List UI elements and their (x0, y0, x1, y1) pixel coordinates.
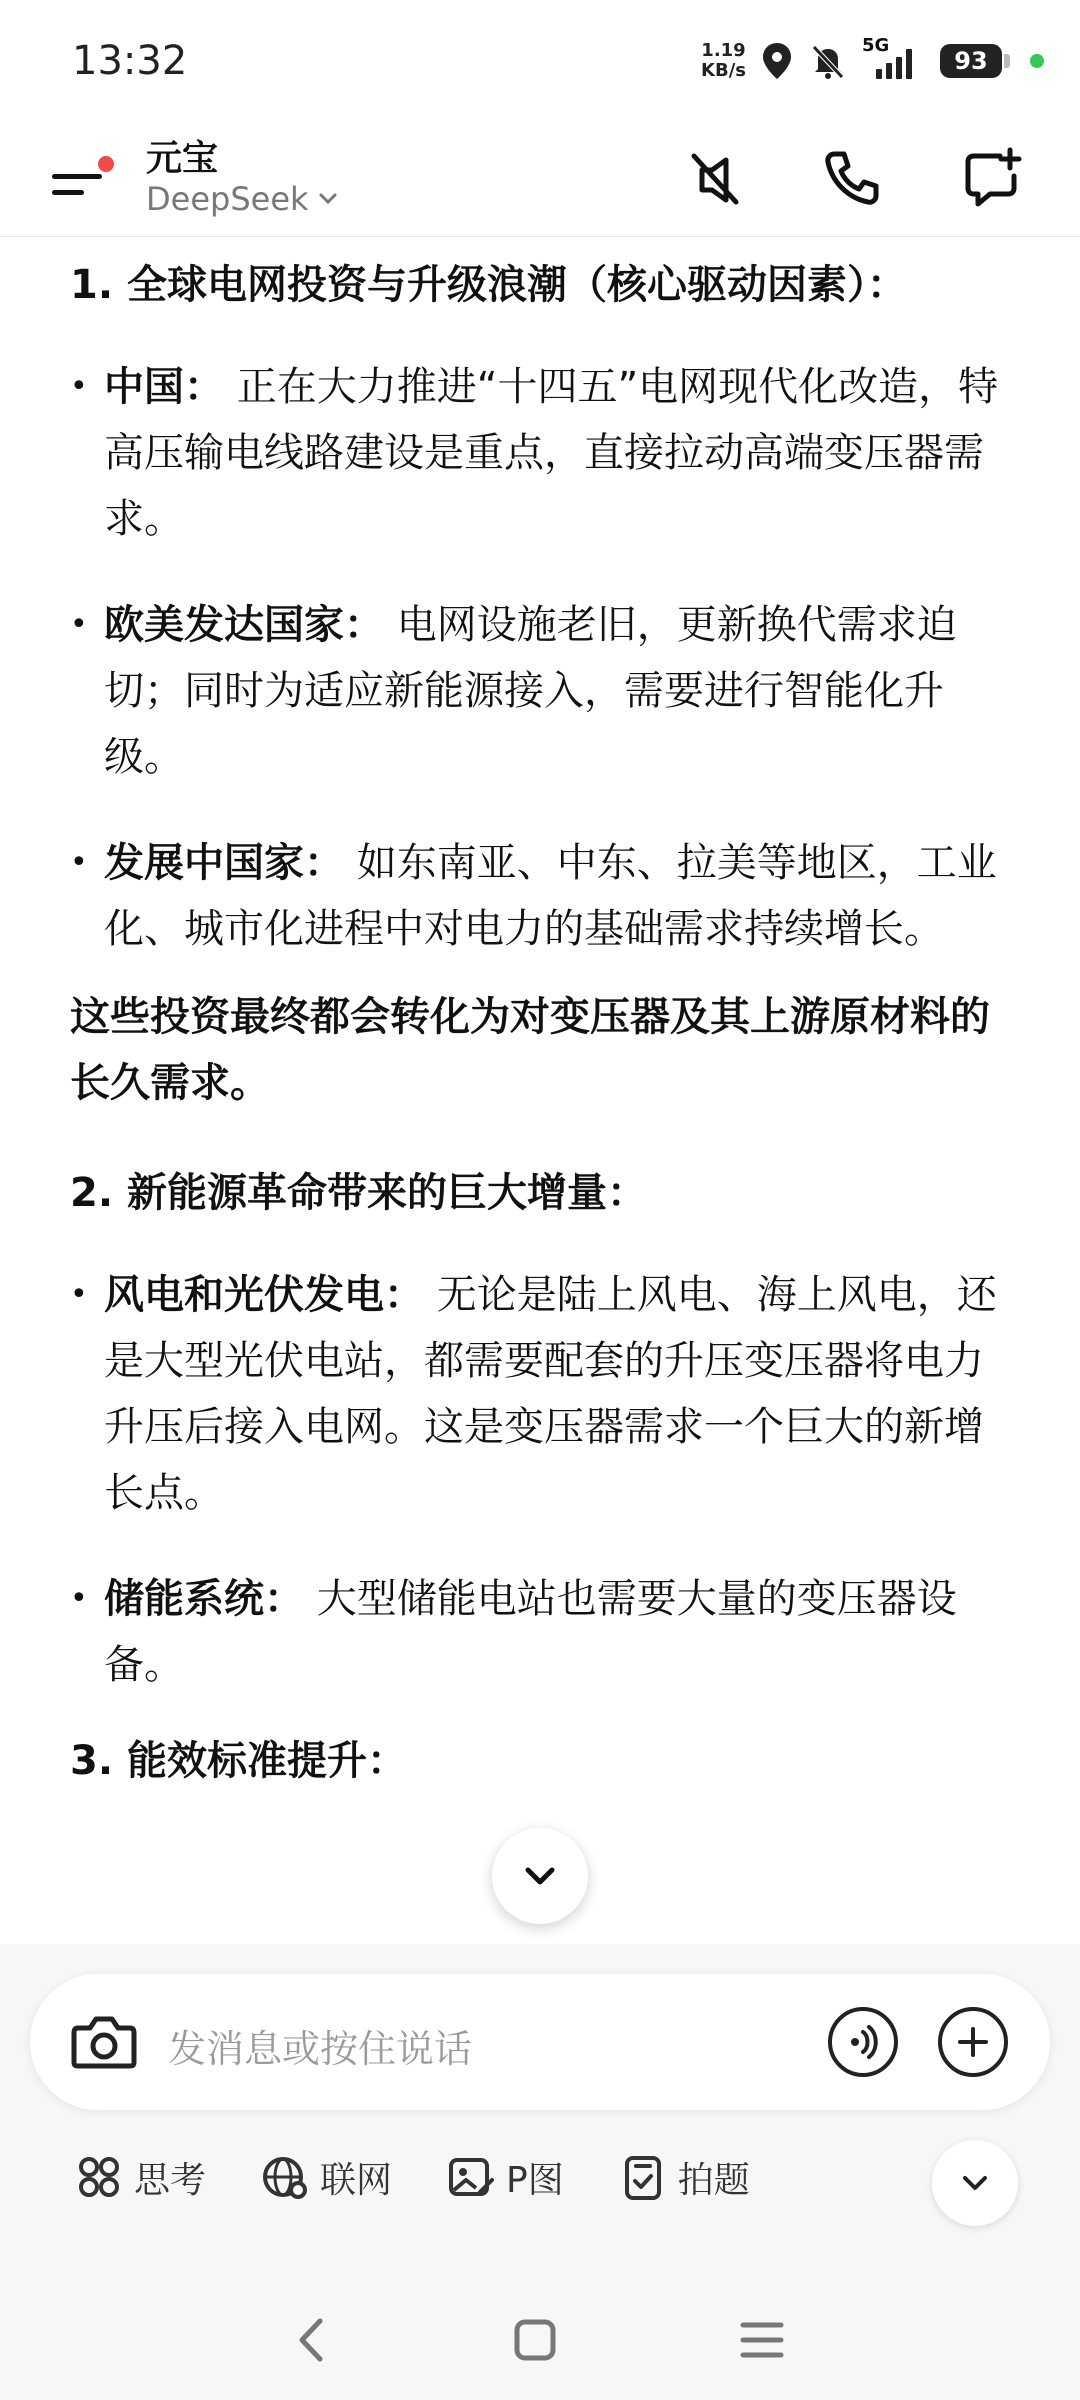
message-input[interactable]: 发消息或按住说话 (168, 2027, 473, 2071)
system-nav-bar (0, 2270, 1080, 2400)
bullet-term: 欧美发达国家： (104, 602, 384, 648)
status-icons (701, 34, 1044, 88)
location-icon (760, 41, 794, 81)
network-speed-value: 1.19 (701, 40, 746, 61)
image-edit-button[interactable] (446, 2152, 564, 2203)
network-speed (701, 41, 746, 81)
chevron-down-icon (520, 1856, 560, 1896)
summary-text: 这些投资最终都会转化为对变压器及其上游原材料的长久需求。 (70, 994, 990, 1106)
bell-off-icon (808, 41, 848, 81)
message-input-bar[interactable] (30, 1974, 1050, 2110)
list-item (70, 830, 1020, 962)
section-heading: 2. 新能源革命带来的巨大增量： (70, 1170, 647, 1216)
battery-level: 93 (954, 47, 988, 75)
plus-icon (955, 2024, 991, 2060)
add-button[interactable] (938, 2007, 1008, 2077)
think-label: 思考 (134, 2159, 207, 2201)
status-time: 13:32 (72, 38, 188, 84)
model-selector[interactable] (146, 180, 339, 218)
photo-question-button[interactable] (618, 2152, 750, 2203)
mute-button[interactable] (676, 140, 752, 216)
network-type: 5G (862, 35, 890, 56)
model-name: DeepSeek (146, 180, 309, 218)
bullet-term: 中国： (104, 364, 224, 410)
tool-bar (74, 2142, 750, 2212)
menu-icon-line (52, 190, 84, 195)
bullet-text: 正在大力推进“十四五”电网现代化改造，特高压输电线路建设是重点，直接拉动高端变压器需求。 (104, 364, 999, 542)
image-label: P图 (506, 2159, 564, 2201)
battery-icon (940, 44, 1002, 78)
new-chat-button[interactable] (954, 140, 1030, 216)
expand-tools-button[interactable] (932, 2140, 1018, 2226)
section-heading: 1. 全球电网投资与升级浪潮（核心驱动因素）： (70, 262, 907, 308)
bullet-text: 电网设施老旧，更新换代需求迫切；同时为适应新能源接入，需要进行智能化升级。 (104, 602, 957, 780)
scroll-to-bottom-button[interactable] (492, 1828, 588, 1924)
mute-icon (682, 146, 746, 210)
menu-icon (52, 174, 102, 179)
network-speed-unit: KB/s (701, 60, 746, 81)
image-icon (446, 2152, 496, 2202)
chevron-down-icon (317, 188, 339, 210)
web-label: 联网 (320, 2159, 393, 2201)
home-button[interactable] (505, 2310, 565, 2370)
globe-icon (260, 2152, 310, 2202)
section-heading: 3. 能效标准提升： (70, 1738, 407, 1784)
voice-button[interactable] (828, 2007, 898, 2077)
think-icon (74, 2152, 124, 2202)
battery-tip (1004, 54, 1010, 68)
web-search-button[interactable] (260, 2152, 392, 2203)
notification-dot (98, 156, 114, 172)
privacy-indicator (1030, 54, 1044, 68)
back-button[interactable] (282, 2310, 342, 2370)
phone-icon (820, 146, 884, 210)
list-item (70, 1566, 1020, 1698)
list-item (70, 592, 1020, 790)
app-header (0, 120, 1080, 237)
photo-question-label: 拍题 (677, 2159, 750, 2201)
assistant-message (70, 240, 1020, 1794)
chevron-down-icon (957, 2165, 993, 2201)
bullet-text: 如东南亚、中东、拉美等地区，工业化、城市化进程中对电力的基础需求持续增长。 (104, 840, 997, 952)
voice-wave-icon (843, 2022, 883, 2062)
list-item (70, 354, 1020, 552)
menu-lines-icon (739, 2317, 785, 2363)
menu-button[interactable] (46, 146, 116, 210)
home-icon (512, 2317, 558, 2363)
checklist-icon (618, 2152, 668, 2202)
bullet-term: 储能系统： (104, 1576, 304, 1622)
signal-icon (862, 35, 926, 83)
call-button[interactable] (814, 140, 890, 216)
back-icon (292, 2315, 332, 2365)
composer-area (0, 1944, 1080, 2400)
bullet-term: 发展中国家： (104, 840, 344, 886)
status-bar (0, 0, 1080, 120)
app-title: 元宝 (146, 138, 219, 179)
think-button[interactable] (74, 2152, 206, 2203)
bullet-text: 无论是陆上风电、海上风电，还是大型光伏电站，都需要配套的升压变压器将电力升压后接入电网。这是变压器需求一个巨大的新增长点。 (104, 1272, 997, 1516)
new-chat-icon (960, 146, 1024, 210)
list-item (70, 1262, 1020, 1526)
bullet-text: 大型储能电站也需要大量的变压器设备。 (104, 1576, 957, 1688)
camera-icon[interactable] (68, 2006, 140, 2078)
recents-button[interactable] (732, 2310, 792, 2370)
bullet-term: 风电和光伏发电： (104, 1272, 424, 1318)
